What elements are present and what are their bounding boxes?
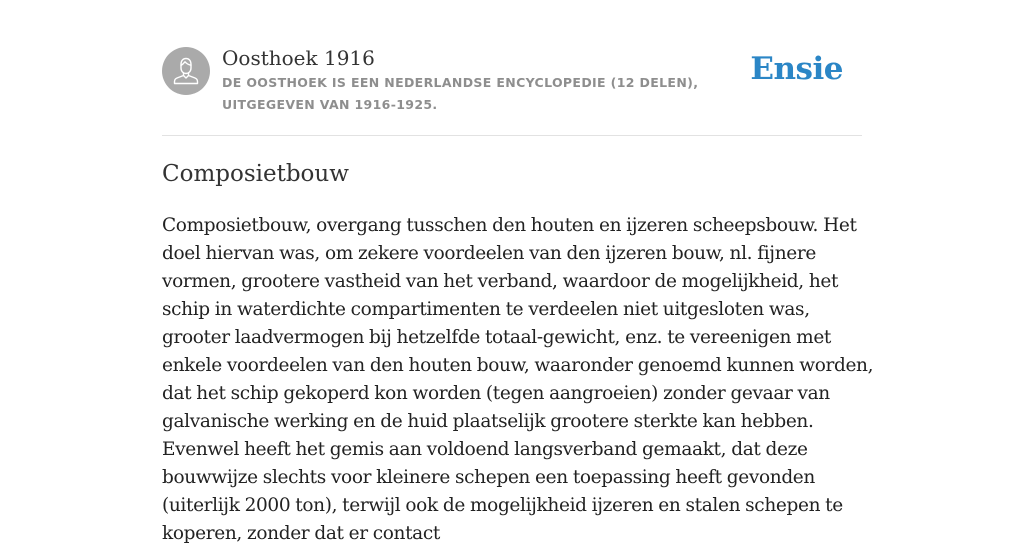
avatar[interactable] <box>162 47 210 95</box>
source-title[interactable]: Oosthoek 1916 <box>222 46 375 70</box>
source-header <box>162 0 862 136</box>
source-description: DE OOSTHOEK IS EEN NEDERLANDSE ENCYCLOPEDIE (12 DELEN), UITGEGEVEN VAN 1916-1925. <box>222 75 699 112</box>
page-container <box>162 0 874 544</box>
article-title: Composietbouw <box>162 161 349 187</box>
user-icon <box>162 47 210 95</box>
article-body: Composietbouw, overgang tusschen den houten en ijzeren scheepsbouw. Het doel hiervan was, om zekere voordeelen van den ijzeren bouw, nl. fijnere vormen, grootere vastheid van het verband, waardoor de mogelijkheid, het schip in waterdichte compartimenten te verdeelen niet uitgesloten was, grooter laadvermogen bij hetzelfde totaal-gewicht, enz. te vereenigen met enkele voordeelen van den houten bouw, waaronder genoemd kunnen worden, dat het schip gekoperd kon worden (tegen aangroeien) zonder gevaar van galvanische werking en de huid plaatselijk grootere sterkte kan hebben. Evenwel heeft het gemis aan voldoend langsverband gemaakt, dat deze bouwwijze slechts voor kleinere schepen een toepassing heeft gevonden (uiterlijk 2000 ton), terwijl ook de mogelijkheid ijzeren en stalen schepen te koperen, zonder dat er contact <box>162 215 874 544</box>
ensie-logo[interactable]: Ensie <box>750 51 843 87</box>
